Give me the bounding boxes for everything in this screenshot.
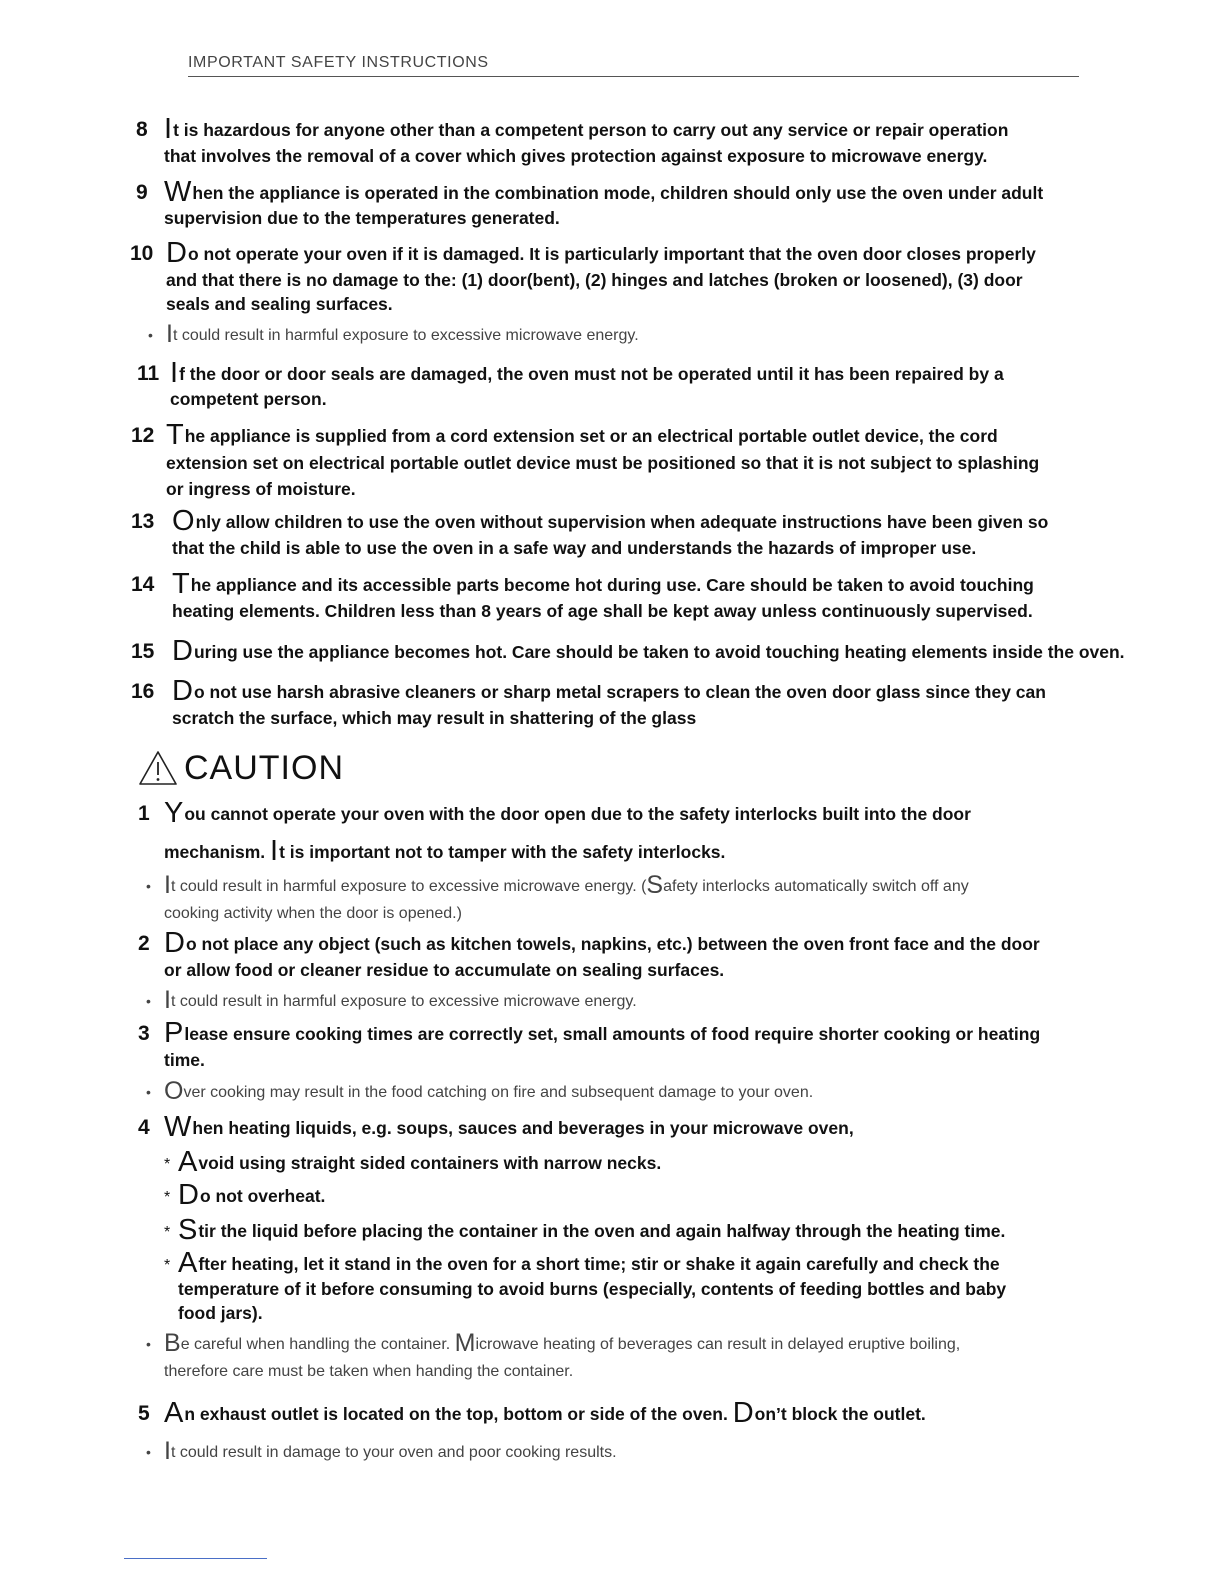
item-number: 14 <box>131 573 155 596</box>
item-number: 8 <box>136 118 148 141</box>
item-number: 5 <box>138 1402 150 1425</box>
caution-title: CAUTION <box>184 748 344 787</box>
item-number: 4 <box>138 1116 150 1139</box>
item-number: 11 <box>137 362 160 385</box>
item-number: 9 <box>136 181 148 204</box>
item-number: 13 <box>131 510 155 533</box>
item-number: 1 <box>138 802 150 825</box>
header-title: IMPORTANT SAFETY INSTRUCTIONS <box>188 54 489 71</box>
item-number: 16 <box>131 680 155 703</box>
item-number: 3 <box>138 1022 150 1045</box>
item-number: 10 <box>130 242 154 265</box>
item-number: 12 <box>131 424 155 447</box>
footer-rule <box>124 1558 267 1559</box>
item-number: 2 <box>138 932 150 955</box>
caution-heading <box>138 748 344 788</box>
page-header <box>188 54 1079 77</box>
item-number: 15 <box>131 640 155 663</box>
warning-triangle-icon <box>138 750 178 786</box>
